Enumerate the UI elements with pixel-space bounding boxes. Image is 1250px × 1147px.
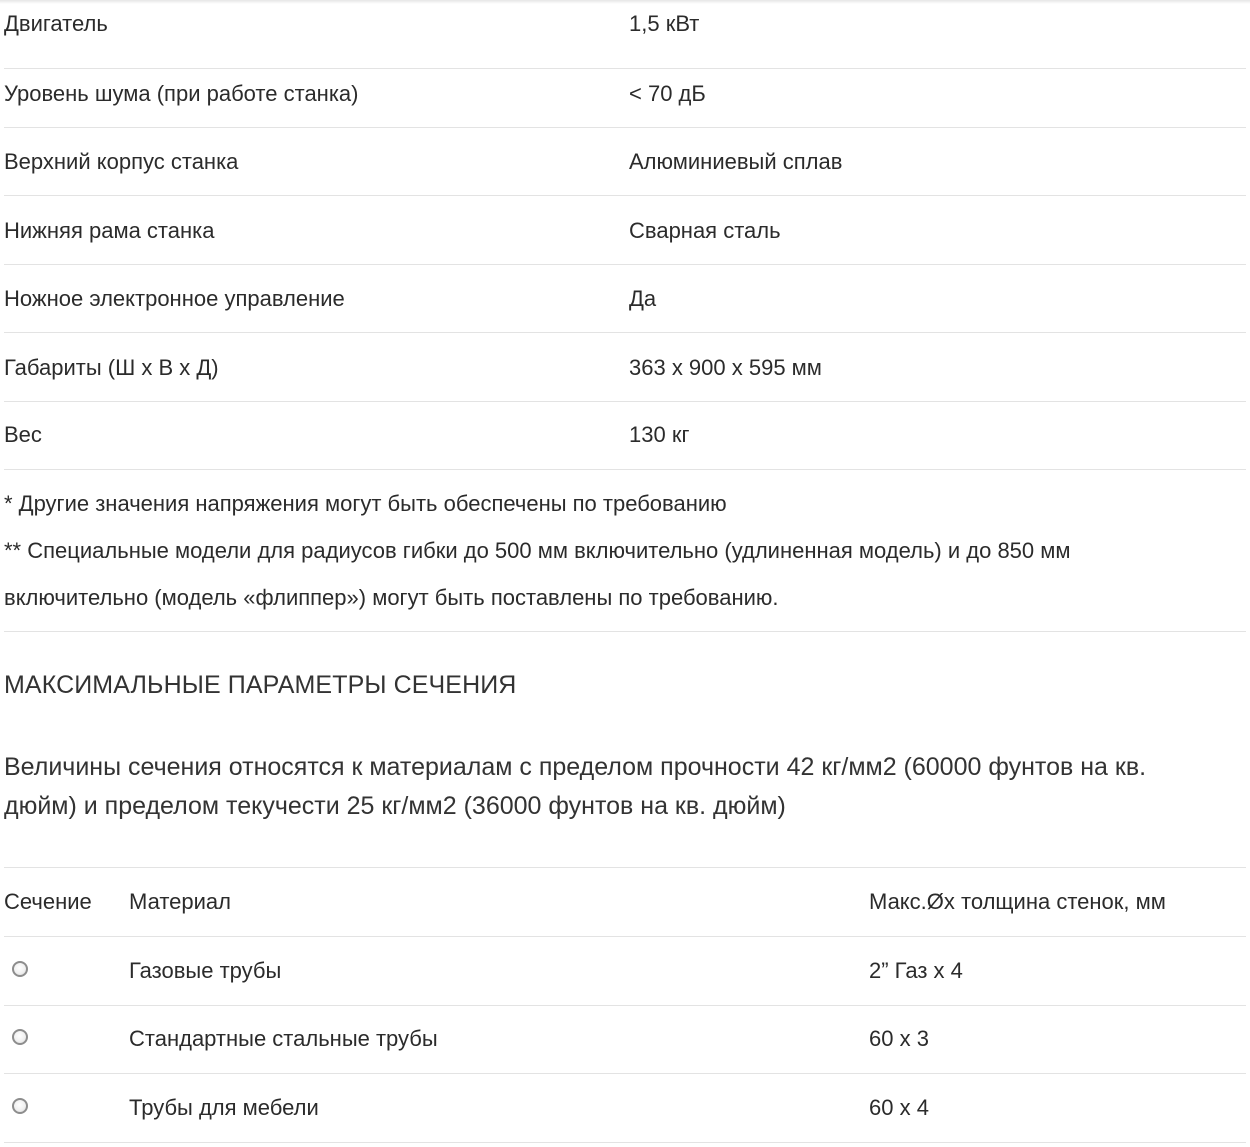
footnote-special-line1: ** Специальные модели для радиусов гибки до 500 мм включительно (удлиненная модель) и до 850 мм [4, 538, 1071, 563]
spec-value: Алюминиевый сплав [629, 149, 843, 174]
spec-name: Габариты (Ш x В x Д) [4, 355, 219, 380]
section-heading: МАКСИМАЛЬНЫЕ ПАРАМЕТРЫ СЕЧЕНИЯ [4, 671, 517, 699]
round-section-icon [12, 961, 28, 977]
material-cell: Трубы для мебели [129, 1095, 319, 1120]
material-cell: Газовые трубы [129, 958, 282, 983]
spec-name: Двигатель [4, 11, 108, 36]
spec-name: Уровень шума (при работе станка) [4, 81, 359, 106]
max-cell: 2” Газ x 4 [869, 958, 963, 983]
footnote-special-line2: включительно (модель «флиппер») могут быть поставлены по требованию. [4, 585, 779, 610]
spec-row [4, 59, 1246, 128]
spec-value: 1,5 кВт [629, 11, 700, 36]
header-material: Материал [129, 889, 231, 914]
spec-value: 130 кг [629, 422, 690, 447]
spec-value: 363 x 900 x 595 мм [629, 355, 822, 380]
round-section-icon [12, 1029, 28, 1045]
spec-name: Вес [4, 422, 42, 447]
round-section-icon [12, 1098, 28, 1114]
table-row [4, 937, 1246, 1006]
spec-name: Верхний корпус станка [4, 149, 239, 174]
spec-row [4, 264, 1246, 333]
table-row [4, 1005, 1246, 1074]
spec-row [4, 196, 1246, 265]
spec-row [4, 401, 1246, 470]
spec-value: Сварная сталь [629, 218, 781, 243]
table-header-row [4, 868, 1246, 937]
spec-value: < 70 дБ [629, 81, 706, 106]
spec-value: Да [629, 286, 657, 311]
spec-row [4, 127, 1246, 196]
spec-name: Ножное электронное управление [4, 286, 345, 311]
spec-name: Нижняя рама станка [4, 218, 215, 243]
footnote-voltage: * Другие значения напряжения могут быть обеспечены по требованию [4, 491, 727, 516]
header-section: Сечение [4, 889, 92, 914]
header-max-dimensions: Макс.Øx толщина стенок, мм [869, 889, 1166, 914]
intro-text-line1: Величины сечения относятся к материалам с пределом прочности 42 кг/мм2 (60000 фунтов на кв. [4, 753, 1147, 781]
max-cell: 60 x 4 [869, 1095, 929, 1120]
spec-row [4, 333, 1246, 402]
divider [4, 631, 1246, 632]
table-row [4, 1074, 1246, 1143]
material-cell: Стандартные стальные трубы [129, 1026, 438, 1051]
intro-text-line2: дюйм) и пределом текучести 25 кг/мм2 (36000 фунтов на кв. дюйм) [4, 792, 786, 820]
max-cell: 60 x 3 [869, 1026, 929, 1051]
